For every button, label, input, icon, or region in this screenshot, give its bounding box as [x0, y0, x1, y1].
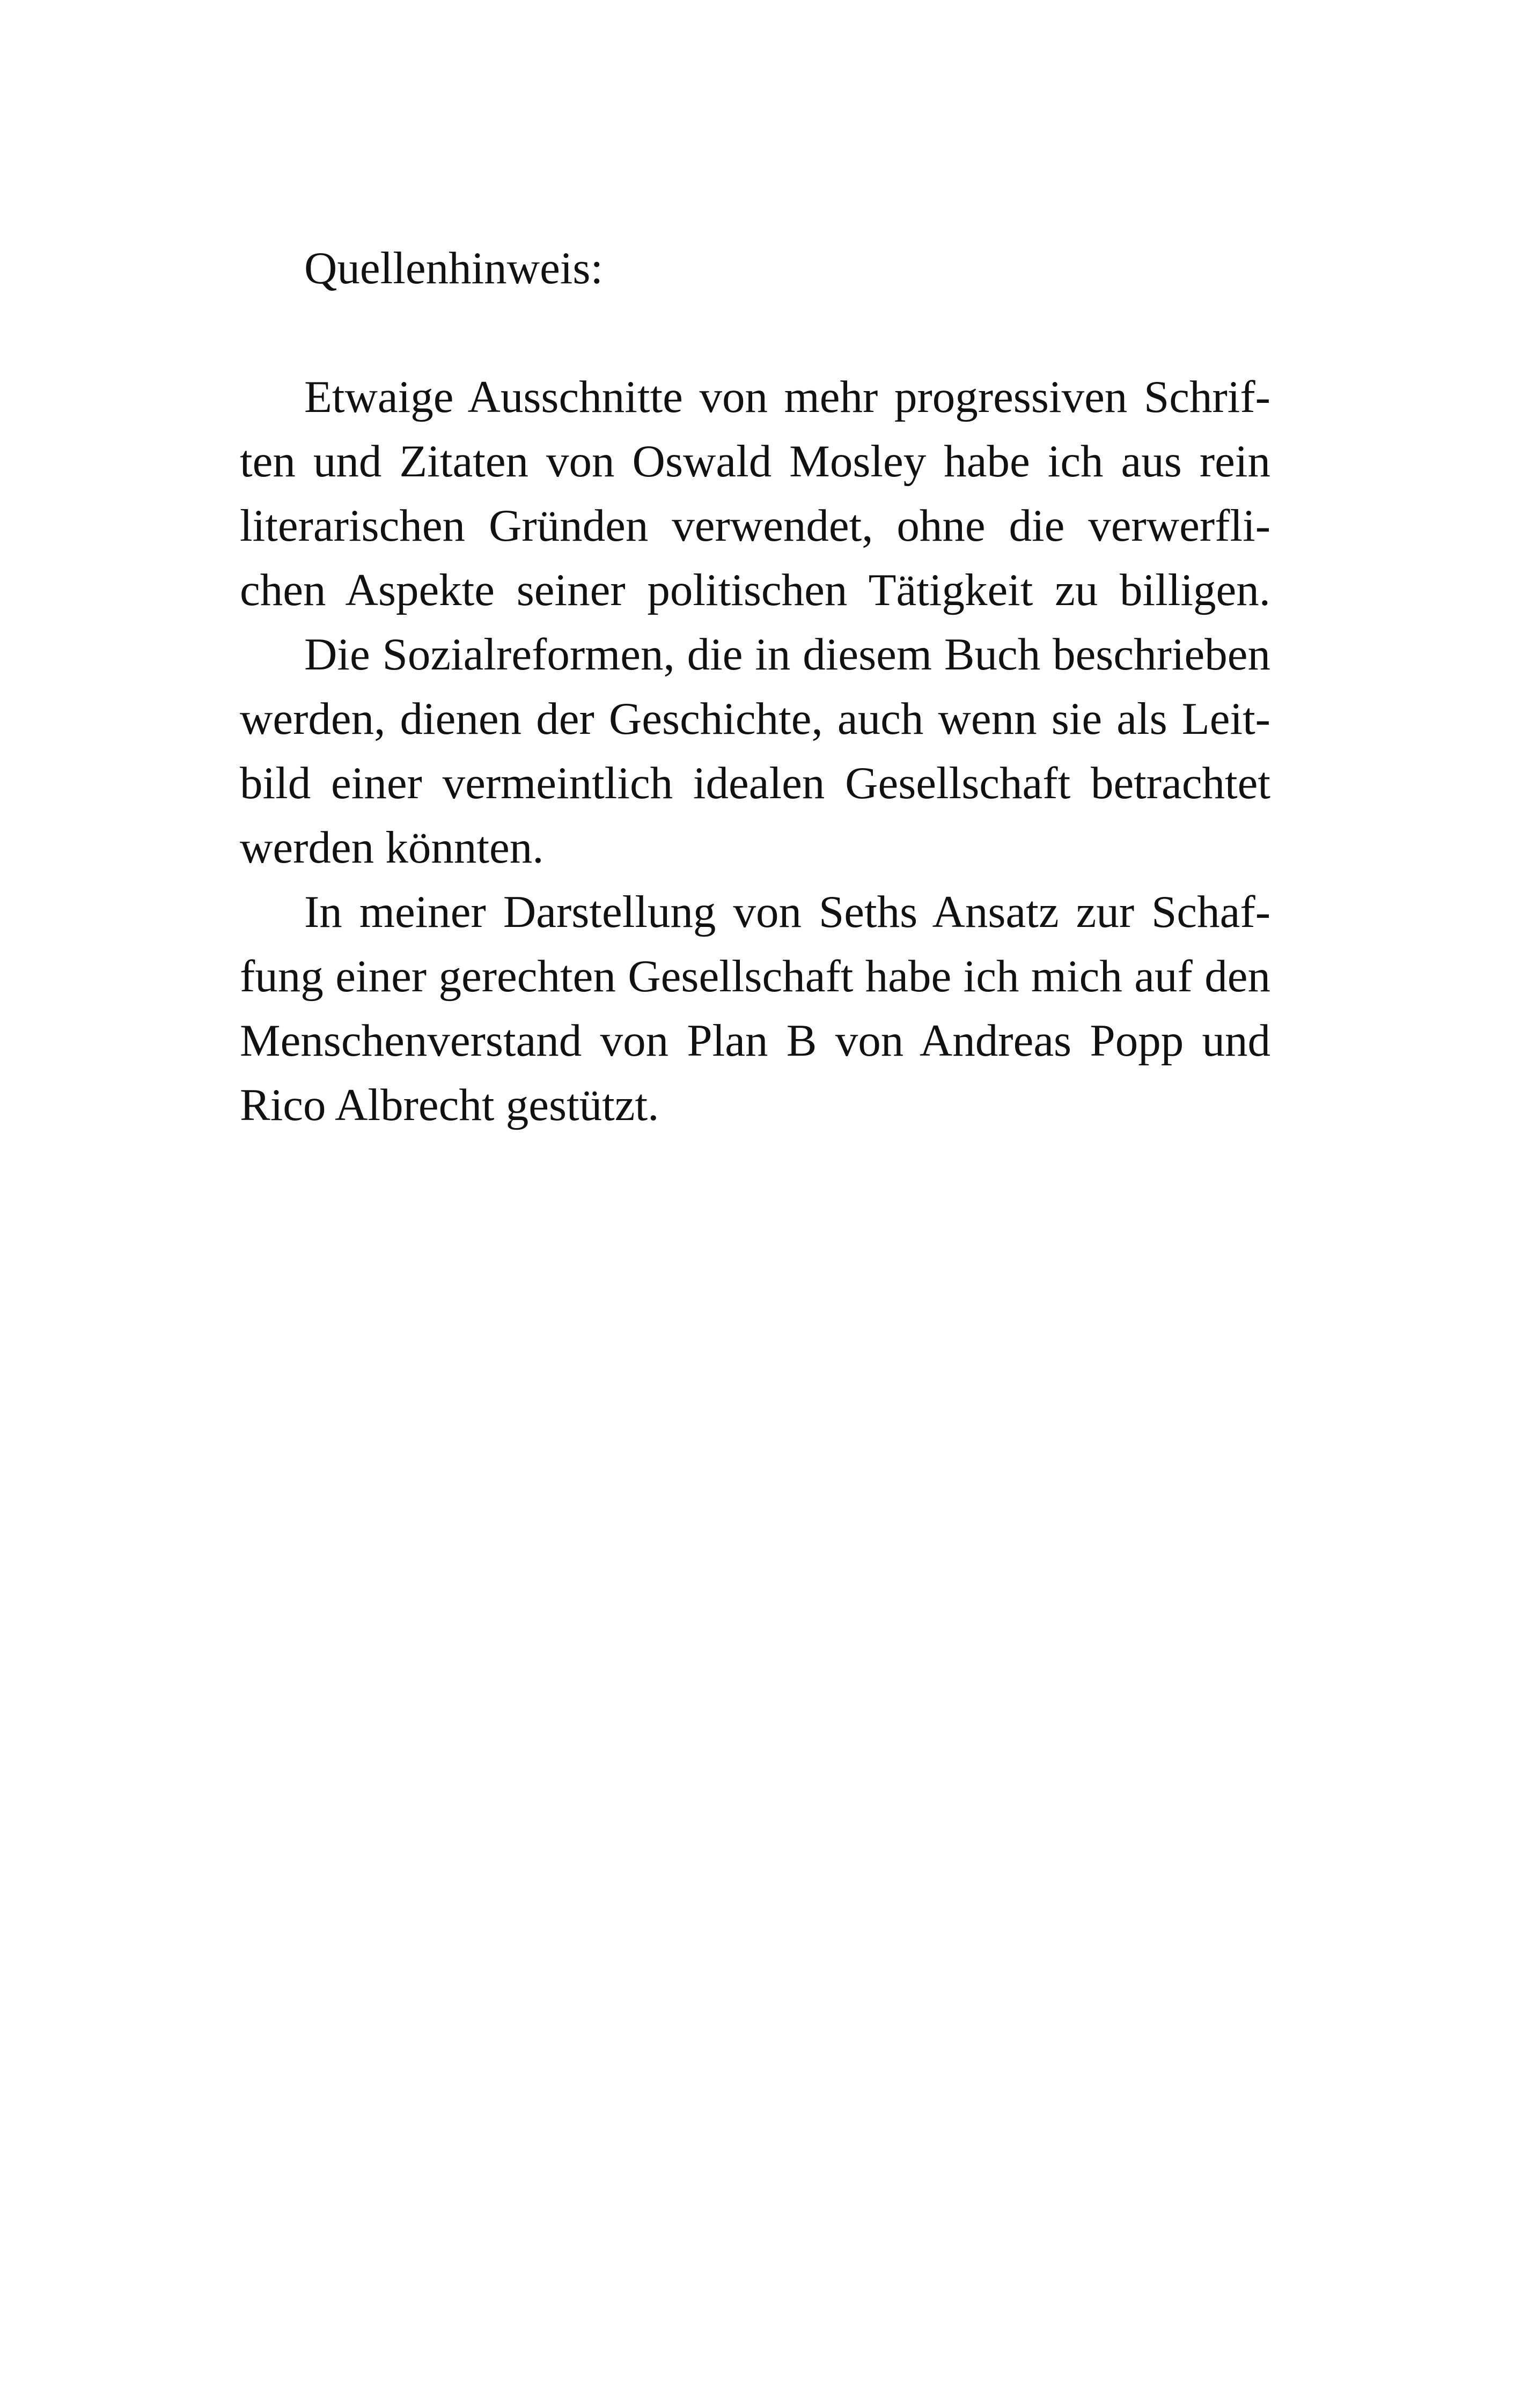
- source-note: [240, 236, 1270, 1137]
- text-line: werden könnten.: [240, 822, 544, 873]
- paragraph-3: [240, 880, 1270, 1137]
- text-line: werden, dienen der Geschichte, auch wenn sie als Leit-: [240, 694, 1270, 744]
- text-line: chen Aspekte seiner politischen Tätigkeit zu billigen.: [240, 565, 1270, 615]
- text-line: Die Sozialreformen, die in diesem Buch beschrieben: [304, 629, 1270, 680]
- paragraph-2: [240, 622, 1270, 880]
- text-line: literarischen Gründen verwendet, ohne die verwerfli-: [240, 500, 1270, 551]
- text-line: bild einer vermeintlich idealen Gesellschaft betrachtet: [240, 758, 1270, 808]
- paragraph-1: [240, 365, 1270, 622]
- blank-line: [240, 300, 1270, 365]
- text-line: Rico Albrecht gestützt.: [240, 1080, 659, 1130]
- text-line: Etwaige Ausschnitte von mehr progressiven Schrif-: [304, 372, 1270, 422]
- text-line: fung einer gerechten Gesellschaft habe ich mich auf den: [240, 951, 1270, 1002]
- section-heading: Quellenhinweis:: [304, 243, 604, 293]
- text-line: Menschenverstand von Plan B von Andreas Popp und: [240, 1015, 1270, 1066]
- text-line: In meiner Darstellung von Seths Ansatz zur Schaf-: [304, 887, 1270, 937]
- text-line: ten und Zitaten von Oswald Mosley habe ich aus rein: [240, 436, 1270, 487]
